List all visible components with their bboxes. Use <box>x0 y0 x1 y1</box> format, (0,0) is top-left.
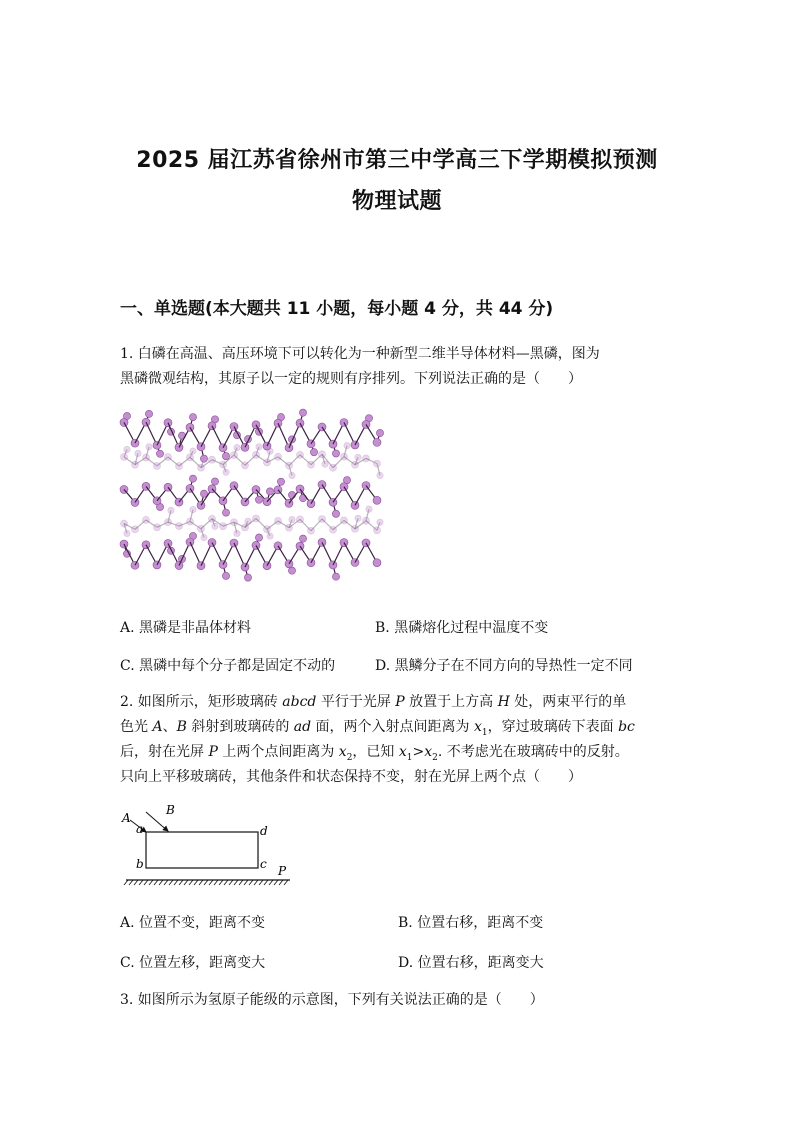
q2-var-a: A <box>152 719 163 735</box>
q2-text: 斜射到玻璃砖的 <box>186 719 294 735</box>
phosphorus-atom <box>200 455 207 462</box>
phosphorus-atom <box>244 574 251 581</box>
hatch-mark <box>219 880 223 885</box>
phosphorus-atom <box>252 421 260 429</box>
document-title-line1: 2025 届江苏省徐州市第三中学高三下学期模拟预测 <box>136 148 658 173</box>
q2-text: ，穿过玻璃砖下表面 <box>487 719 619 735</box>
hatch-mark <box>169 880 173 885</box>
phosphorus-atom <box>288 567 295 574</box>
q2-text: 后，射在光屏 <box>120 744 209 760</box>
q2-var-ad: ad <box>293 719 312 735</box>
phosphorus-atom <box>296 542 304 550</box>
q2-var-abcd: abcd <box>282 694 317 710</box>
hatch-mark <box>199 880 203 885</box>
phosphorus-atom <box>374 460 381 467</box>
black-phosphorus-structure-svg <box>118 405 388 585</box>
phosphorus-atom <box>355 515 361 521</box>
phosphorus-atom <box>124 446 130 452</box>
phosphorus-atom <box>310 449 317 456</box>
q2-var-p: P <box>395 694 405 710</box>
phosphorus-atom <box>234 444 240 450</box>
phosphorus-atom <box>168 507 174 513</box>
phosphorus-atom <box>131 439 139 447</box>
q2-sub-2: 2 <box>432 752 438 763</box>
phosphorus-atom <box>266 488 273 495</box>
phosphorus-atom <box>288 491 295 498</box>
phosphorus-atom <box>230 423 238 431</box>
q2-text: 面，两个入射点间距离为 <box>311 719 474 735</box>
hatch-mark <box>284 880 288 885</box>
hatch-mark <box>209 880 213 885</box>
q3-stem-line1: 3. 如图所示为氢原子能级的示意图，下列有关说法正确的是（ ） <box>120 992 544 1008</box>
q2-var-x1: x <box>474 719 482 735</box>
label-ray-b: B <box>166 803 175 817</box>
light-ray-b-head <box>162 826 168 831</box>
hatch-mark <box>154 880 158 885</box>
document-title-line2: 物理试题 <box>351 189 442 214</box>
phosphorus-atom <box>146 444 152 450</box>
phosphorus-atom <box>209 515 216 522</box>
hatch-mark <box>139 880 143 885</box>
hatch-mark <box>259 880 263 885</box>
hatch-mark <box>214 880 218 885</box>
hatch-mark <box>244 880 248 885</box>
q1-option-a[interactable]: A. 黑磷是非晶体材料 <box>120 620 252 636</box>
hatch-mark <box>229 880 233 885</box>
phosphorus-atom <box>351 441 359 449</box>
hatch-mark <box>269 880 273 885</box>
phosphorus-atom <box>190 448 196 454</box>
label-corner-b: b <box>136 857 144 871</box>
q2-text: 色光 <box>120 719 153 735</box>
phosphorus-atom <box>344 442 350 448</box>
q2-var-x2: x <box>424 744 433 760</box>
phosphorus-atom <box>307 440 315 448</box>
phosphorus-atom <box>289 472 295 478</box>
q2-var-bc: bc <box>618 719 635 735</box>
q1-stem-line1: 1. 白磷在高温、高压环境下可以转化为一种新型二维半导体材料—黑磷，图为 <box>120 346 600 362</box>
phosphorus-atom <box>211 478 218 485</box>
q2-text: 、 <box>162 719 177 735</box>
phosphorus-atom <box>230 482 238 490</box>
phosphorus-atom <box>231 519 238 526</box>
phosphorus-atom <box>351 558 359 566</box>
phosphorus-atom <box>255 496 262 503</box>
q1-option-c[interactable]: C. 黑磷中每个分子都是固定不动的 <box>120 658 336 674</box>
hatch-mark <box>189 880 193 885</box>
black-phosphorus-structure-image <box>118 405 388 585</box>
q2-var-p: P <box>208 744 218 760</box>
hatch-mark <box>264 880 268 885</box>
q2-var-b: B <box>176 719 187 735</box>
phosphorus-atom <box>255 534 262 541</box>
q2-text: ，已知 <box>352 744 399 760</box>
phosphorus-atom <box>377 472 383 478</box>
phosphorus-atom <box>376 429 383 436</box>
glass-brick-diagram <box>118 800 298 890</box>
q2-option-c[interactable]: C. 位置左移，距离变大 <box>120 955 266 971</box>
q2-sub-2: 2 <box>346 752 353 763</box>
phosphorus-atom <box>332 510 339 517</box>
phosphorus-atom <box>121 520 128 527</box>
phosphorus-atom <box>296 419 304 427</box>
q1-option-d[interactable]: D. 黑鳞分子在不同方向的导热性一定不同 <box>375 658 633 674</box>
phosphorus-atom <box>355 454 361 460</box>
phosphorus-atom <box>222 453 229 460</box>
phosphorus-atom <box>154 524 161 531</box>
phosphorus-atom <box>165 519 172 526</box>
label-corner-d: d <box>260 824 268 838</box>
hatch-mark <box>274 880 278 885</box>
q2-sub-1: 1 <box>481 727 488 738</box>
phosphorus-atom <box>189 413 196 420</box>
phosphorus-atom <box>132 461 139 468</box>
phosphorus-atom <box>124 530 130 536</box>
phosphorus-atom <box>264 459 271 466</box>
phosphorus-atom <box>222 509 229 516</box>
hatch-mark <box>159 880 163 885</box>
phosphorus-atom <box>212 523 218 529</box>
label-corner-a: a <box>136 822 144 836</box>
hatch-mark <box>224 880 228 885</box>
phosphorus-atom <box>187 518 194 525</box>
phosphorus-atom <box>366 506 372 512</box>
phosphorus-atom <box>322 461 328 467</box>
phosphorus-atom <box>289 516 295 522</box>
hatch-mark <box>164 880 168 885</box>
q2-var-h: H <box>497 694 510 710</box>
phosphorus-atom <box>142 541 150 549</box>
hatch-mark <box>124 880 128 885</box>
phosphorus-atom <box>332 450 339 457</box>
phosphorus-atom <box>377 519 383 525</box>
light-ray-b <box>146 812 162 826</box>
hatch-mark <box>254 880 258 885</box>
phosphorus-atom <box>142 418 150 426</box>
phosphorus-atom <box>120 418 128 426</box>
q2-text: . 不考虑光在玻璃砖中的反射。 <box>437 744 629 760</box>
hatch-mark <box>234 880 238 885</box>
phosphorus-atom <box>299 409 306 416</box>
phosphorus-atom <box>208 422 216 430</box>
phosphorus-atom <box>186 484 194 492</box>
phosphorus-atom <box>164 419 172 427</box>
hatch-mark <box>194 880 198 885</box>
phosphorus-atom <box>197 501 205 509</box>
q2-text: 平行于光屏 <box>316 694 396 710</box>
q1-stem-line2: 黑磷微观结构，其原子以一定的规则有序排列。下列说法正确的是（ ） <box>120 371 582 387</box>
screen-hatching <box>124 880 288 885</box>
hatch-mark <box>239 880 243 885</box>
glass-brick-rect <box>146 832 258 868</box>
phosphorus-atom <box>373 559 381 567</box>
phosphorus-atom <box>190 506 196 512</box>
q2-stem-line3 <box>120 741 629 763</box>
phosphorus-atom <box>234 530 240 536</box>
q2-option-b[interactable]: B. 位置右移，距离不变 <box>398 915 544 931</box>
label-corner-c: c <box>260 857 267 871</box>
q2-sub-1: 1 <box>406 752 413 763</box>
phosphorus-atom <box>256 444 262 450</box>
q2-text: 放置于上方高 <box>404 694 498 710</box>
q2-text: 2. 如图所示，矩形玻璃砖 <box>120 694 283 710</box>
hatch-mark <box>204 880 208 885</box>
phosphorus-atom <box>318 481 326 489</box>
phosphorus-atom <box>220 523 227 530</box>
hatch-mark <box>184 880 188 885</box>
phosphorus-atom <box>222 572 229 579</box>
phosphorus-atom <box>176 523 183 530</box>
phosphorus-atom <box>352 461 359 468</box>
phosphorus-atom <box>186 423 194 431</box>
q1-option-b[interactable]: B. 黑磷熔化过程中温度不变 <box>375 620 549 636</box>
phosphorus-atom <box>277 478 284 485</box>
phosphorus-atom <box>332 573 339 580</box>
phosphorus-atom <box>274 419 282 427</box>
phosphorus-atom <box>156 450 163 457</box>
phosphorus-atom <box>374 527 381 534</box>
q2-var-x2: x <box>338 744 347 760</box>
phosphorus-atom <box>145 410 152 417</box>
phosphorus-atom <box>252 541 260 549</box>
phosphorus-atom <box>135 450 141 456</box>
q2-stem-line4: 只向上平移玻璃砖，其他条件和状态保持不变，射在光屏上两个点（ ） <box>120 769 582 785</box>
phosphorus-atom <box>223 469 229 475</box>
q2-option-d[interactable]: D. 位置右移，距离变大 <box>398 955 544 971</box>
phosphorus-atom <box>209 456 216 463</box>
q2-gt-sign: > <box>412 744 425 760</box>
section-heading: 一、单选题(本大题共 11 小题，每小题 4 分，共 44 分) <box>120 299 554 319</box>
phosphorus-atom <box>299 535 306 542</box>
phosphorus-atom <box>201 534 207 540</box>
q2-stem-line1 <box>120 691 626 711</box>
phosphorus-atom <box>373 438 381 446</box>
phosphorus-atom <box>208 539 216 547</box>
hatch-mark <box>179 880 183 885</box>
hatch-mark <box>149 880 153 885</box>
label-screen-p: P <box>278 864 287 878</box>
q2-text: 处，两束平行的单 <box>509 694 627 710</box>
q2-option-a[interactable]: A. 位置不变，距离不变 <box>120 915 266 931</box>
hatch-mark <box>144 880 148 885</box>
phosphorus-atom <box>340 419 348 427</box>
phosphorus-atom <box>373 496 381 504</box>
q2-stem-line2 <box>120 716 635 738</box>
hatch-mark <box>174 880 178 885</box>
hatch-mark <box>249 880 253 885</box>
label-ray-a: A <box>122 811 131 825</box>
q2-var-x1: x <box>398 744 407 760</box>
phosphorus-atom <box>189 475 196 482</box>
phosphorus-atom <box>267 533 273 539</box>
hatch-mark <box>129 880 133 885</box>
hatch-mark <box>134 880 138 885</box>
hatch-mark <box>279 880 283 885</box>
phosphorus-atom <box>340 539 348 547</box>
q2-text: 上两个点间距离为 <box>217 744 339 760</box>
glass-brick-diagram-svg <box>118 800 298 890</box>
